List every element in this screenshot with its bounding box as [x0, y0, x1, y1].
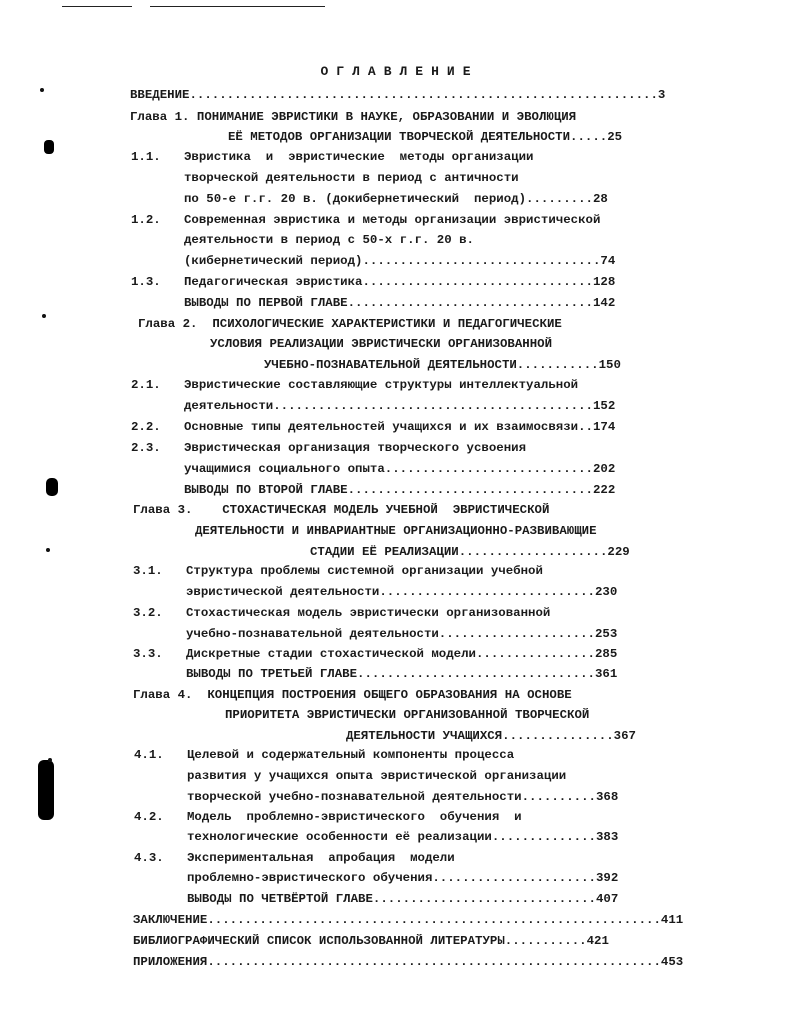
toc-entry: проблемно-эвристического обучения......................392: [187, 871, 619, 885]
scan-dot: [42, 314, 46, 318]
top-rule-2: [150, 6, 325, 7]
toc-section-number: 1.1.: [131, 150, 161, 164]
toc-entry: деятельности...........................................152: [184, 399, 616, 413]
toc-entry: ВЫВОДЫ ПО ВТОРОЙ ГЛАВЕ.................................222: [184, 483, 616, 497]
toc-entry: развития у учащихся опыта эвристической организации: [187, 769, 567, 783]
toc-section-number: 4.1.: [134, 748, 164, 762]
toc-entry: по 50-е г.г. 20 в. (докибернетический период).........28: [184, 192, 608, 206]
toc-entry: ЗАКЛЮЧЕНИЕ.............................................................411: [133, 913, 684, 927]
toc-entry: Глава 4. КОНЦЕПЦИЯ ПОСТРОЕНИЯ ОБЩЕГО ОБРАЗОВАНИЯ НА ОСНОВЕ: [133, 688, 572, 702]
toc-section-number: 2.2.: [131, 420, 161, 434]
toc-entry: творческой деятельности в период с античности: [184, 171, 519, 185]
toc-section-number: 3.3.: [133, 647, 163, 661]
toc-entry: ВЫВОДЫ ПО ЧЕТВЁРТОЙ ГЛАВЕ..............................407: [187, 892, 619, 906]
toc-entry: Педагогическая эвристика...............................128: [184, 275, 616, 289]
toc-entry: учащимися социального опыта............................202: [184, 462, 616, 476]
toc-section-number: 4.2.: [134, 810, 164, 824]
scan-dot: [40, 88, 44, 92]
toc-entry: ПРИОРИТЕТА ЭВРИСТИЧЕСКИ ОРГАНИЗОВАННОЙ ТВОРЧЕСКОЙ: [225, 708, 590, 722]
toc-entry: ВЫВОДЫ ПО ТРЕТЬЕЙ ГЛАВЕ................................361: [186, 667, 618, 681]
toc-entry: Глава 3. СТОХАСТИЧЕСКАЯ МОДЕЛЬ УЧЕБНОЙ ЭВРИСТИЧЕСКОЙ: [133, 503, 550, 517]
toc-entry: Эвристическая организация творческого усвоения: [184, 441, 527, 455]
toc-entry: деятельности в период с 50-х г.г. 20 в.: [184, 233, 474, 247]
toc-entry: УСЛОВИЯ РЕАЛИЗАЦИИ ЭВРИСТИЧЕСКИ ОРГАНИЗОВАННОЙ: [210, 337, 553, 351]
top-rule-1: [62, 6, 132, 7]
page-title: ОГЛАВЛЕНИЕ: [320, 64, 479, 79]
toc-entry: Основные типы деятельностей учащихся и их взаимосвязи..174: [184, 420, 616, 434]
toc-entry: СТАДИИ ЕЁ РЕАЛИЗАЦИИ....................229: [310, 545, 630, 559]
toc-entry: Экспериментальная апробация модели: [187, 851, 455, 865]
toc-entry: Современная эвристика и методы организации эвристической: [184, 213, 601, 227]
toc-section-number: 3.2.: [133, 606, 163, 620]
toc-entry: Глава 1. ПОНИМАНИЕ ЭВРИСТИКИ В НАУКЕ, ОБРАЗОВАНИИ И ЭВОЛЮЦИЯ: [130, 110, 577, 124]
toc-section-number: 1.3.: [131, 275, 161, 289]
toc-entry: ВЫВОДЫ ПО ПЕРВОЙ ГЛАВЕ.................................142: [184, 296, 616, 310]
toc-entry: Эвристические составляющие структуры интеллектуальной: [184, 378, 579, 392]
toc-section-number: 1.2.: [131, 213, 161, 227]
scan-blot: [38, 760, 54, 820]
toc-entry: ЕЁ МЕТОДОВ ОРГАНИЗАЦИИ ТВОРЧЕСКОЙ ДЕЯТЕЛЬНОСТИ.....25: [228, 130, 623, 144]
toc-section-number: 2.3.: [131, 441, 161, 455]
scan-blot: [44, 140, 54, 154]
toc-entry: БИБЛИОГРАФИЧЕСКИЙ СПИСОК ИСПОЛЬЗОВАННОЙ ЛИТЕРАТУРЫ...........421: [133, 934, 609, 948]
toc-entry: (кибернетический период)................................74: [184, 254, 616, 268]
toc-entry: технологические особенности её реализации..............383: [187, 830, 619, 844]
toc-section-number: 2.1.: [131, 378, 161, 392]
toc-entry: Структура проблемы системной организации учебной: [186, 564, 543, 578]
toc-entry: Дискретные стадии стохастической модели................285: [186, 647, 618, 661]
toc-section-number: 3.1.: [133, 564, 163, 578]
toc-entry: ВВЕДЕНИЕ...............................................................3: [130, 88, 666, 102]
toc-section-number: 4.3.: [134, 851, 164, 865]
toc-entry: эвристической деятельности.............................230: [186, 585, 618, 599]
toc-entry: УЧЕБНО-ПОЗНАВАТЕЛЬНОЙ ДЕЯТЕЛЬНОСТИ...........150: [264, 358, 621, 372]
toc-entry: Стохастическая модель эвристически организованной: [186, 606, 551, 620]
toc-entry: ДЕЯТЕЛЬНОСТИ УЧАЩИХСЯ...............367: [346, 729, 636, 743]
scan-blot: [46, 478, 58, 496]
toc-entry: Модель проблемно-эвристического обучения и: [187, 810, 522, 824]
scan-dot: [46, 548, 50, 552]
toc-entry: Целевой и содержательный компоненты процесса: [187, 748, 515, 762]
toc-entry: творческой учебно-познавательной деятельности..........368: [187, 790, 619, 804]
toc-entry: ПРИЛОЖЕНИЯ.............................................................453: [133, 955, 684, 969]
toc-entry: учебно-познавательной деятельности.....................253: [186, 627, 618, 641]
scan-dot: [48, 758, 52, 762]
toc-entry: Глава 2. ПСИХОЛОГИЧЕСКИЕ ХАРАКТЕРИСТИКИ И ПЕДАГОГИЧЕСКИЕ: [138, 317, 562, 331]
toc-entry: Эвристика и эвристические методы организации: [184, 150, 534, 164]
toc-entry: ДЕЯТЕЛЬНОСТИ И ИНВАРИАНТНЫЕ ОРГАНИЗАЦИОННО-РАЗВИВАЮЩИЕ: [195, 524, 597, 538]
